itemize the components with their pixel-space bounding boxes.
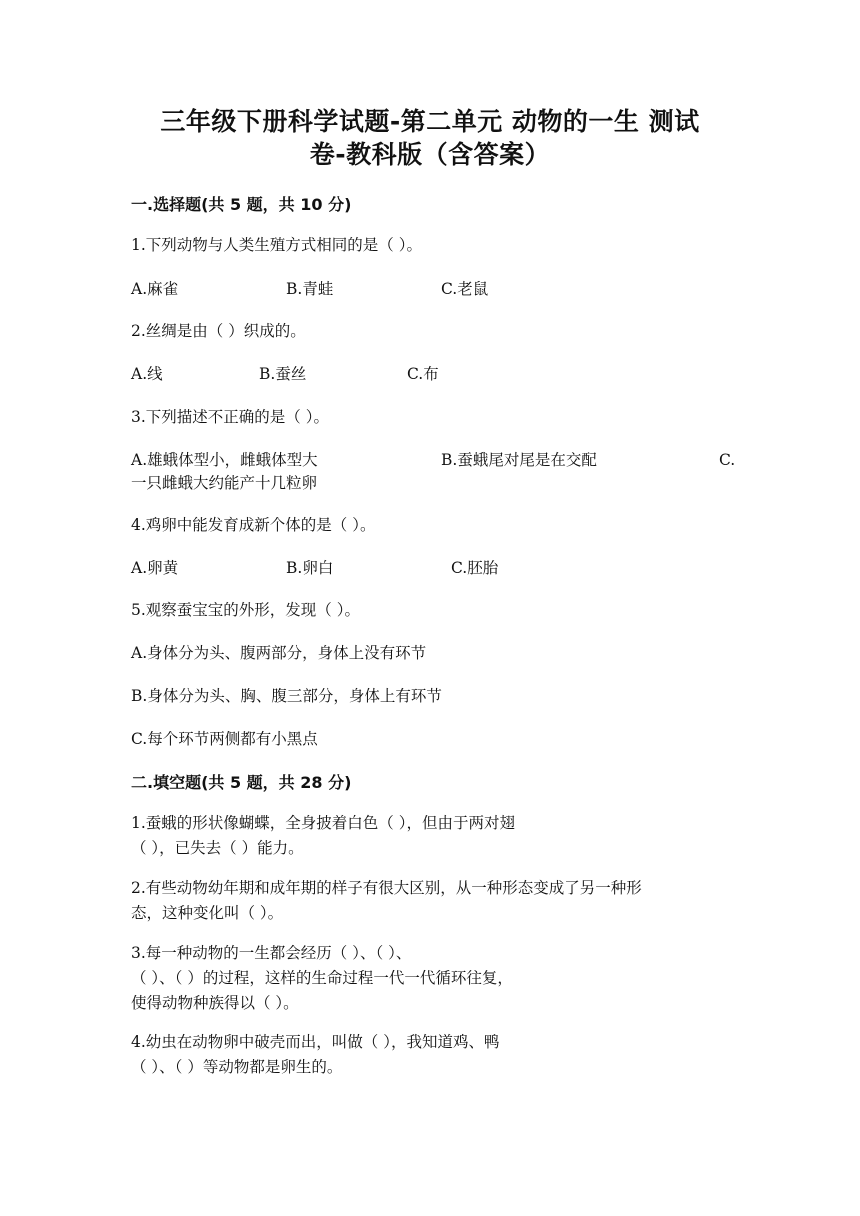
fill-question-1-line-1: 1.蚕蛾的形状像蝴蝶，全身披着白色（ ），但由于两对翅 [131,814,515,832]
fill-question-4-line-1: 4.幼虫在动物卵中破壳而出，叫做（ ），我知道鸡、鸭 [131,1033,500,1051]
title-line-2: 卷-教科版（含答案） [309,140,551,169]
option-a: A.卵黄 [131,559,179,577]
fill-question-3 [131,941,731,1016]
fill-question-3-line-2: （ ）、（ ）的过程，这样的生命过程一代一代循环往复， [131,969,513,987]
fill-question-3-line-1: 3.每一种动物的一生都会经历（ ）、（ ）、 [131,944,412,962]
option-c: C. [719,451,736,469]
option-c: C.胚胎 [451,559,499,577]
option-c: C.老鼠 [441,280,489,298]
option-c-continued: 一只雌蛾大约能产十几粒卵 [131,474,318,492]
question-1: 1.下列动物与人类生殖方式相同的是（ ）。 [131,236,422,254]
fill-question-4-line-2: （ ）、（ ）等动物都是卵生的。 [131,1058,343,1076]
question-2: 2.丝绸是由（ ）织成的。 [131,322,306,340]
fill-question-4 [131,1030,731,1080]
option-a: A.线 [131,365,163,383]
fill-question-1-line-2: （ ），已失去（ ）能力。 [131,839,304,857]
option-c: C.布 [407,365,439,383]
fill-question-3-line-3: 使得动物种族得以（ ）。 [131,994,299,1012]
option-c: C.每个环节两侧都有小黑点 [131,730,318,748]
question-4: 4.鸡卵中能发育成新个体的是（ ）。 [131,516,376,534]
section-heading-choice: 一.选择题(共 5 题，共 10 分) [131,195,352,214]
question-3: 3.下列描述不正确的是（ ）。 [131,408,329,426]
title-line-1: 三年级下册科学试题-第二单元 动物的一生 测试 [160,107,700,136]
question-5: 5.观察蚕宝宝的外形，发现（ ）。 [131,601,360,619]
option-a: A.雄蛾体型小，雌蛾体型大 [131,451,318,469]
section-heading-fill: 二.填空题(共 5 题，共 28 分) [131,773,352,792]
fill-question-2 [131,876,731,926]
option-a: A.身体分为头、腹两部分，身体上没有环节 [131,644,427,662]
option-b: B.身体分为头、胸、腹三部分，身体上有环节 [131,687,442,705]
option-b: B.青蛙 [286,280,334,298]
page-title [100,105,760,171]
fill-question-2-line-1: 2.有些动物幼年期和成年期的样子有很大区别，从一种形态变成了另一种形 [131,879,642,897]
option-a: A.麻雀 [131,280,179,298]
fill-question-1 [131,811,731,861]
option-b: B.卵白 [286,559,334,577]
fill-question-2-line-2: 态，这种变化叫（ ）。 [131,904,284,922]
option-b: B.蚕蛾尾对尾是在交配 [441,451,597,469]
option-b: B.蚕丝 [259,365,307,383]
